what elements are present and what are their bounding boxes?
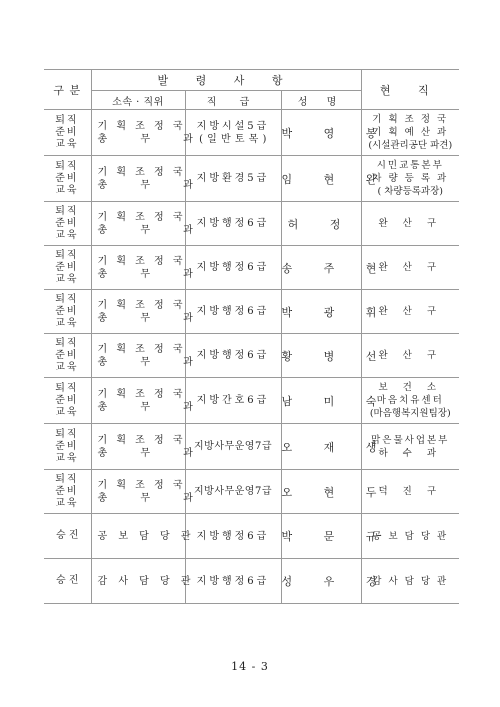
current-line: 완 산 구: [378, 306, 443, 317]
dept-cell: [91, 378, 208, 424]
current-line: 맑은물사업본부: [371, 434, 450, 446]
name-text: 오 현 두: [281, 485, 391, 499]
name-cell: [281, 246, 391, 290]
grade-cell: [185, 290, 281, 334]
name-cell: [281, 290, 391, 334]
grade-line: 지방환경5급: [196, 173, 270, 184]
dept-cell: [91, 334, 208, 378]
header-name: 성 명: [281, 91, 361, 110]
current-line: 공 보 담 당 관: [372, 530, 449, 542]
category-cell: [44, 110, 91, 156]
name-text: 임 현 완: [281, 172, 391, 186]
table-row: [44, 378, 459, 424]
category-text: 퇴직준비교육: [55, 473, 79, 509]
grade-cell: [185, 559, 281, 604]
grade-line: 지방행정6급: [196, 530, 270, 542]
name-text: 성 우 경: [281, 575, 391, 588]
dept-line: 총 무 과: [97, 224, 208, 236]
category-cell: [44, 424, 91, 470]
dept-line: 총 무 과: [97, 447, 208, 459]
category-text: 승 진: [56, 530, 79, 541]
grade-line: 지방행정6급: [196, 306, 270, 317]
name-text: 오 재 생: [281, 440, 391, 454]
dept-cell: [91, 290, 208, 334]
current-line: ( 차량등록과장): [377, 186, 443, 197]
category-cell: [44, 470, 91, 514]
category-cell: [44, 334, 91, 378]
dept-line: 기 획 조 정 국: [97, 255, 186, 267]
name-cell: [281, 156, 391, 202]
dept-cell: [91, 514, 195, 559]
name-cell: [281, 470, 391, 514]
dept-cell: [91, 156, 208, 202]
grade-line: ( 일 반 토 목 ): [199, 133, 267, 145]
table-row: [44, 424, 459, 470]
name-text: 송 주 현: [281, 261, 391, 275]
grade-line: 지방행정6급: [196, 218, 270, 229]
category-text: 퇴직준비교육: [55, 249, 79, 285]
dept-line: 기 획 조 정 국: [97, 388, 186, 400]
current-line: 기 획 조 정 국: [372, 114, 449, 125]
dept-line: 총 무 과: [97, 356, 208, 368]
dept-line: 총 무 과: [97, 401, 208, 413]
current-line: 보 건 소: [378, 382, 443, 393]
grade-line: 지방행정6급: [196, 350, 270, 361]
grade-cell: [185, 514, 281, 559]
name-cell: [281, 424, 391, 470]
header-appointment: 발 령 사 항: [91, 70, 361, 91]
grade-cell: [185, 378, 281, 424]
grade-line: 지방행정6급: [196, 262, 270, 273]
header-current: 현 직: [361, 70, 459, 110]
table-row: [44, 156, 459, 202]
appointment-table: [44, 69, 459, 604]
table-row: [44, 559, 459, 604]
current-cell: [361, 156, 459, 202]
name-cell: [281, 514, 391, 559]
grade-line: 지방사무운영7급: [194, 486, 272, 497]
dept-line: 기 획 조 정 국: [97, 299, 186, 311]
current-line: 감 사 담 당 관: [372, 575, 449, 587]
grade-line: 지방행정6급: [196, 575, 270, 587]
grade-cell: [185, 334, 281, 378]
dept-line: 총 무 과: [97, 312, 208, 324]
dept-cell: [91, 559, 195, 604]
name-cell: [281, 334, 391, 378]
dept-line: 기 획 조 정 국: [97, 166, 186, 178]
grade-line: 지방간호6급: [196, 395, 270, 406]
current-line: 완 산 구: [378, 350, 443, 361]
grade-cell: [185, 156, 281, 202]
current-line: 덕 진 구: [378, 486, 443, 497]
dept-line: 기 획 조 정 국: [97, 434, 186, 446]
category-text: 퇴직준비교육: [55, 382, 79, 418]
table-row: [44, 110, 459, 156]
current-line: (마음행복지원팀장): [369, 408, 451, 419]
table-row: [44, 334, 459, 378]
grade-line: 지방시설5급: [196, 120, 270, 132]
current-cell: [361, 202, 459, 246]
category-cell: [44, 202, 91, 246]
category-cell: [44, 156, 91, 202]
dept-line: 공 보 담 당 관: [97, 530, 195, 542]
grade-line: 지방사무운영7급: [194, 441, 272, 452]
category-cell: [44, 290, 91, 334]
grade-cell: [185, 470, 281, 514]
current-line: 기 획 예 산 과: [372, 127, 449, 138]
dept-line: 기 획 조 정 국: [97, 479, 186, 491]
current-line: 완 산 구: [378, 218, 443, 229]
page-number: 14 - 3: [231, 660, 269, 673]
table-row: [44, 246, 459, 290]
grade-cell: [185, 246, 281, 290]
name-text: 박 광 휘: [281, 305, 391, 319]
current-cell: [361, 559, 459, 604]
table-row: [44, 290, 459, 334]
category-text: 퇴직준비교육: [55, 114, 79, 150]
current-line: 시민교통본부: [376, 160, 444, 171]
name-text: 남 미 숙: [281, 394, 391, 408]
table-row: [44, 470, 459, 514]
table-row: [44, 514, 459, 559]
table-row: [44, 202, 459, 246]
name-cell: [281, 559, 391, 604]
dept-cell: [91, 424, 208, 470]
current-line: 마음치유센터: [376, 395, 444, 406]
grade-cell: [185, 110, 281, 156]
table-body: [44, 110, 459, 604]
category-text: 퇴직준비교육: [55, 160, 79, 196]
current-line: 차 량 등 록 과: [372, 173, 449, 184]
dept-line: 총 무 과: [97, 492, 208, 504]
category-cell: [44, 514, 91, 559]
name-text: 박 영 봉: [281, 126, 391, 140]
category-text: 퇴직준비교육: [55, 205, 79, 241]
category-text: 퇴직준비교육: [55, 428, 79, 464]
grade-cell: [185, 202, 281, 246]
current-line: 하 수 과: [378, 447, 443, 459]
category-text: 퇴직준비교육: [55, 337, 79, 373]
current-cell: [361, 514, 459, 559]
dept-line: 총 무 과: [97, 133, 208, 145]
name-text: 황 병 선: [281, 349, 391, 363]
category-cell: [44, 246, 91, 290]
category-text: 퇴직준비교육: [55, 293, 79, 329]
name-cell: [281, 378, 391, 424]
dept-line: 기 획 조 정 국: [97, 120, 186, 132]
category-cell: [44, 559, 91, 604]
name-text: 박 문 규: [281, 530, 391, 543]
current-line: (시설관리공단 파견): [368, 140, 453, 151]
dept-line: 감 사 담 당 관: [97, 575, 195, 587]
name-cell: [281, 202, 361, 246]
dept-line: 기 획 조 정 국: [97, 343, 186, 355]
category-text: 승 진: [56, 575, 79, 586]
dept-cell: [91, 202, 208, 246]
dept-line: 기 획 조 정 국: [97, 211, 186, 223]
dept-cell: [91, 470, 208, 514]
header-dept: 소속 · 직위: [91, 91, 185, 110]
name-cell: [281, 110, 391, 156]
current-cell: [361, 110, 459, 156]
grade-cell: [185, 424, 281, 470]
dept-line: 총 무 과: [97, 179, 208, 191]
dept-cell: [91, 246, 208, 290]
category-cell: [44, 378, 91, 424]
dept-line: 총 무 과: [97, 268, 208, 280]
header-grade: 직 급: [185, 91, 281, 110]
name-text: 허 정: [287, 217, 355, 231]
dept-cell: [91, 110, 208, 156]
current-line: 완 산 구: [378, 262, 443, 273]
header-category: 구 분: [44, 70, 91, 110]
